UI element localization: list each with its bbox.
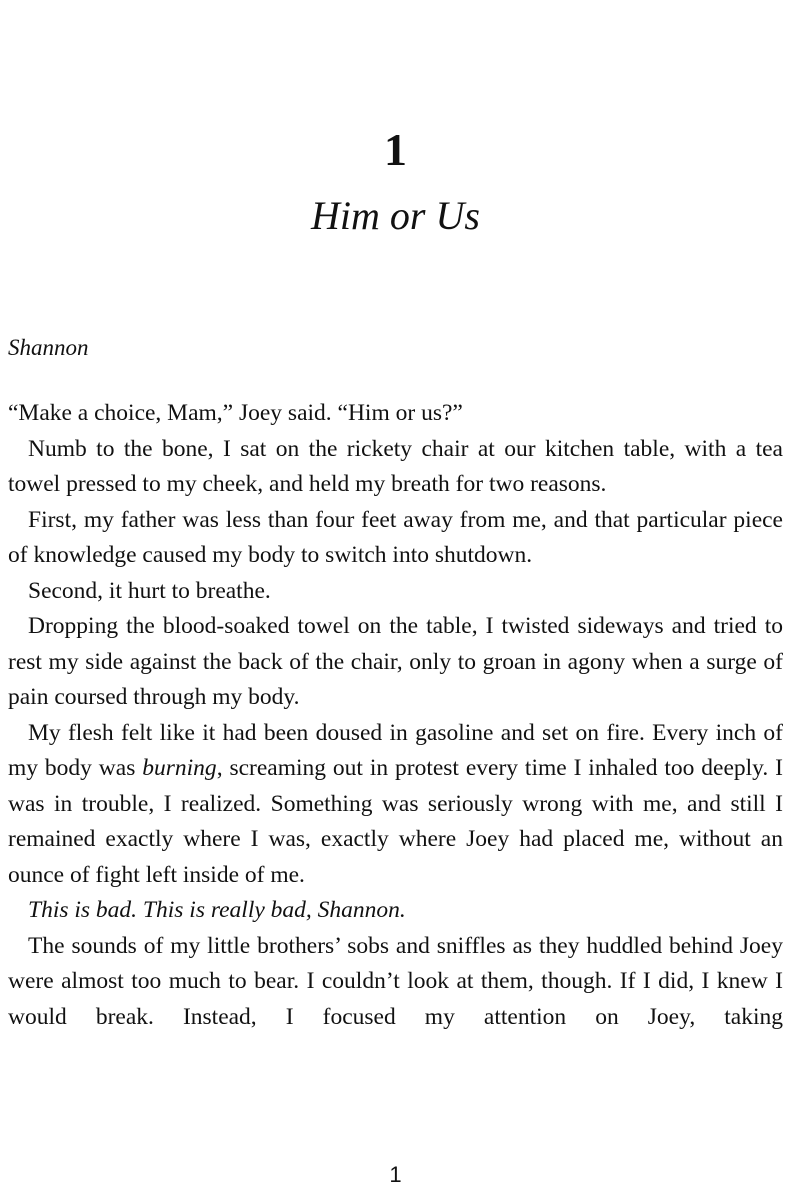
paragraph-6-before: My flesh felt like it had been doused in gasoline and set on fire. Every inch of my body was (8, 719, 783, 781)
page-number: 1 (389, 1162, 402, 1187)
paragraph-2: Numb to the bone, I sat on the rickety chair at our kitchen table, with a tea towel pressed to my cheek, and held my breath for two reasons. (8, 435, 783, 497)
pov-heading: Shannon (8, 335, 89, 360)
paragraph-8: The sounds of my little brothers’ sobs and sniffles as they huddled behind Joey were almost too much to bear. I couldn’t look at them, though. If I did, I knew I would break. Instead, I focused my attention on Joey, taking (8, 932, 783, 1030)
paragraph-6-after: , screaming out in protest every time I inhaled too deeply. I was in trouble, I realized. Something was seriously wrong with me, and still I remained exactly where I was, exactly where Joey had placed me, without an ounce of fight left inside of me. (8, 755, 783, 888)
paragraph-3: First, my father was less than four feet away from me, and that particular piece of knowledge caused my body to switch into shutdown. (8, 506, 783, 568)
paragraph-6 (8, 716, 783, 894)
paragraph-4: Second, it hurt to breathe. (28, 577, 271, 604)
chapter-title: Him or Us (311, 193, 480, 238)
paragraph-7-inner-thought: This is bad. This is really bad, Shannon. (28, 897, 406, 923)
chapter-number: 1 (384, 124, 407, 175)
body-text (8, 396, 783, 1035)
paragraph-6-emphasis: burning (142, 755, 217, 781)
paragraph-5: Dropping the blood-soaked towel on the table, I twisted sideways and tried to rest my side against the back of the chair, only to groan in agony when a surge of pain coursed through my body. (8, 613, 783, 710)
paragraph-1: “Make a choice, Mam,” Joey said. “Him or us?” (8, 400, 463, 426)
